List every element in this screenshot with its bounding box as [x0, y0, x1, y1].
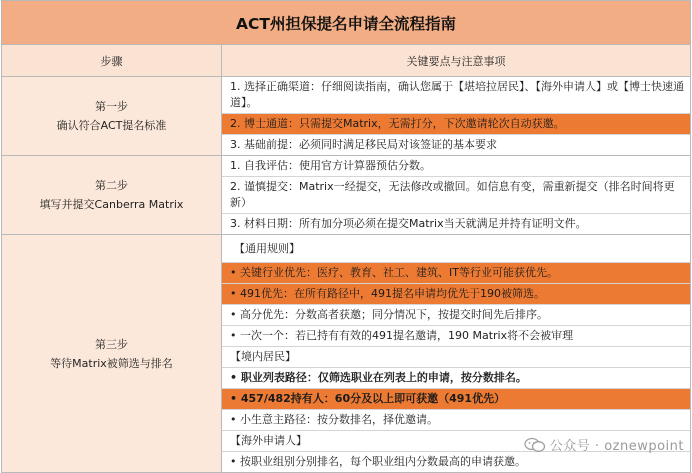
step-2-item-3: 3. 材料日期：所有加分项必须在提交Matrix当天就满足并持有证明文件。 [230, 217, 587, 230]
step-3-cell [2, 235, 222, 473]
step-1-notes [222, 77, 691, 156]
section-general: 【通用规则】 [222, 235, 690, 263]
section-onshore: 【境内居民】 [222, 347, 690, 368]
step-3-item-key-industries: • 关键行业优先：医疗、教育、社工、建筑、IT等行业可能获优先。 [222, 263, 690, 284]
header-row [2, 45, 691, 77]
step-3-item-457-482: • 457/482持有人：60分及以上即可获邀（491优先） [222, 389, 690, 410]
step-row-1 [2, 77, 691, 156]
title-row [2, 1, 691, 45]
watermark [524, 435, 684, 454]
step-3-item-occupation-groups: • 按职业组别分别排名，每个职业组内分数最高的申请获邀。 [230, 455, 526, 468]
step-2-number: 第二步 [95, 179, 128, 192]
step-3-item-occupation-list: • 职业列表路径：仅筛选职业在列表上的申请，按分数排名。 [222, 368, 690, 389]
step-3-item-one-at-a-time: • 一次一个：若已持有有效的491提名邀请，190 Matrix将不会被审理 [222, 326, 690, 347]
step-1-number: 第一步 [95, 100, 128, 113]
step-3-item-high-score: • 高分优先：分数高者获邀；同分情况下，按提交时间先后排序。 [222, 305, 690, 326]
step-2-item-1: 1. 自我评估：使用官方计算器预估分数。 [222, 156, 690, 177]
step-1-title: 确认符合ACT提名标准 [56, 119, 167, 132]
step-3-item-491-priority: • 491优先：在所有路径中，491提名申请均优先于190被筛选。 [222, 284, 690, 305]
header-step: 步骤 [2, 45, 222, 77]
step-3-title: 等待Matrix被筛选与排名 [50, 356, 173, 370]
step-1-item-3: 3. 基础前提：必须同时满足移民局对该签证的基本要求 [230, 138, 497, 151]
step-2-notes [222, 156, 691, 235]
step-3-item-small-business: • 小生意主路径：按分数排名，择优邀请。 [222, 410, 690, 431]
section-overseas: 【海外申请人】 [222, 431, 690, 452]
header-notes: 关键要点与注意事项 [222, 45, 691, 77]
watermark-text: 公众号 · oznewpoint [549, 439, 684, 454]
step-1-item-2: 2. 博士通道：只需提交Matrix，无需打分，下次邀请轮次自动获邀。 [222, 114, 690, 135]
wechat-icon [524, 437, 546, 453]
step-3-number: 第三步 [95, 337, 128, 351]
step-row-2 [2, 156, 691, 235]
step-2-cell [2, 156, 222, 235]
step-2-title: 填写并提交Canberra Matrix [39, 198, 184, 211]
table-title: ACT州担保提名申请全流程指南 [2, 1, 691, 45]
step-1-cell [2, 77, 222, 156]
step-2-item-2: 2. 谨慎提交：Matrix一经提交，无法修改或撤回。如信息有变，需重新提交（排名时间将更新） [222, 177, 690, 214]
step-1-item-1: 1. 选择正确渠道：仔细阅读指南，确认您属于【堪培拉居民】、【海外申请人】或【博士快速通道】。 [222, 77, 690, 114]
guide-table [1, 0, 691, 473]
